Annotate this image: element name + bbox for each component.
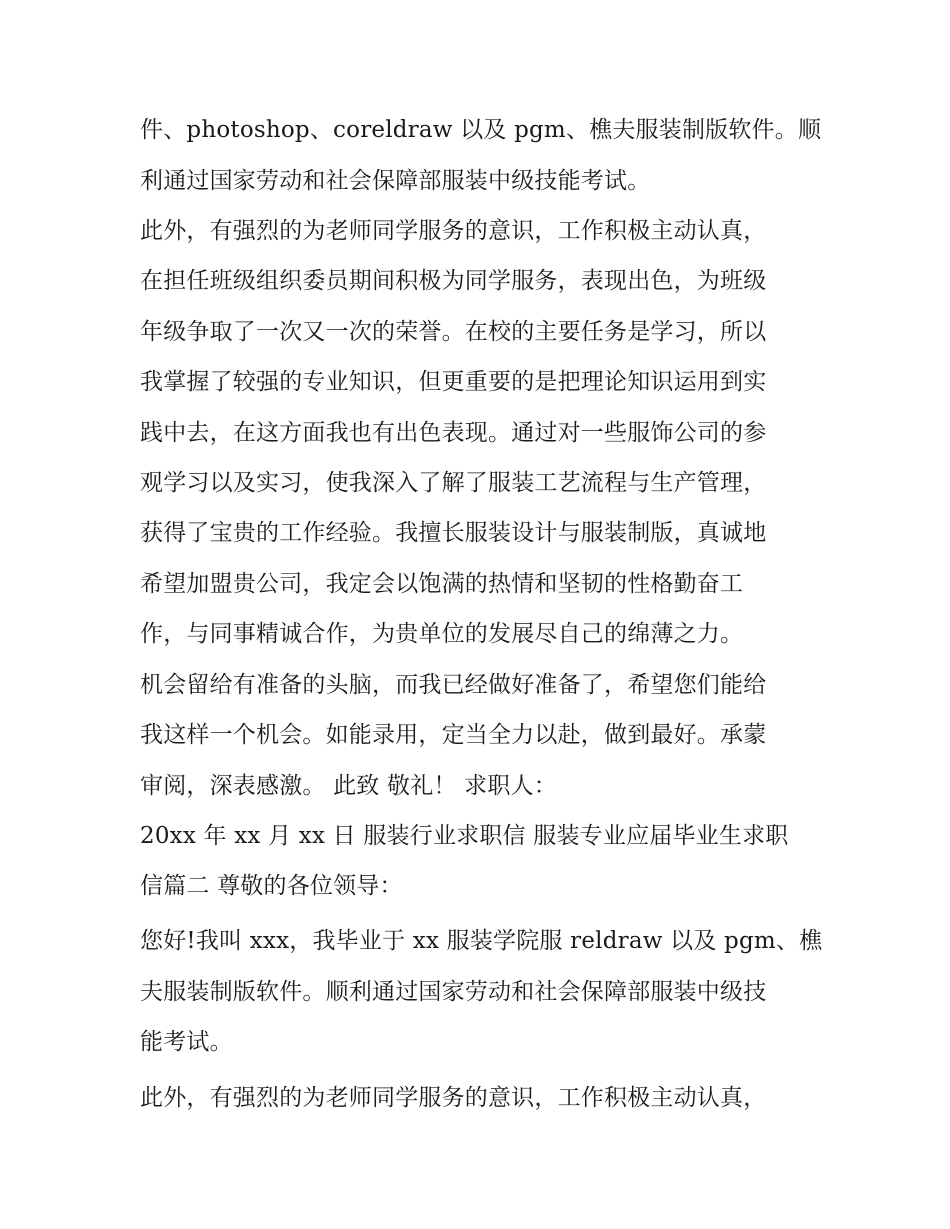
text-line: 您好!我叫 xxx，我毕业于 xx 服装学院服 reldraw 以及 pgm、樵 — [140, 928, 823, 954]
text-line: 机会留给有准备的头脑，而我已经做好准备了，希望您们能给 — [140, 672, 767, 698]
text-line: 践中去，在这方面我也有出色表现。通过对一些服饰公司的参 — [140, 420, 767, 446]
text-line: 作，与同事精诚合作，为贵单位的发展尽自己的绵薄之力。 — [140, 621, 744, 647]
text-line: 夫服装制版软件。顺利通过国家劳动和社会保障部服装中级技 — [140, 979, 767, 1005]
text-line: 观学习以及实习，使我深入了解了服装工艺流程与生产管理， — [140, 470, 767, 496]
text-line: 能考试。 — [140, 1029, 233, 1055]
text-line: 件、photoshop、coreldraw 以及 pgm、樵夫服装制版软件。顺 — [140, 117, 822, 143]
text-line: 此外，有强烈的为老师同学服务的意识，工作积极主动认真， — [140, 1085, 767, 1111]
text-line: 此外，有强烈的为老师同学服务的意识，工作积极主动认真， — [140, 218, 767, 244]
text-line: 审阅，深表感激。 此致 敬礼！ 求职人： — [140, 773, 557, 799]
text-line: 获得了宝贵的工作经验。我擅长服装设计与服装制版，真诚地 — [140, 520, 767, 546]
text-line: 我这样一个机会。如能录用，定当全力以赴，做到最好。承蒙 — [140, 722, 767, 748]
text-line: 我掌握了较强的专业知识，但更重要的是把理论知识运用到实 — [140, 369, 767, 395]
text-line: 利通过国家劳动和社会保障部服装中级技能考试。 — [140, 168, 651, 194]
text-line: 希望加盟贵公司，我定会以饱满的热情和坚韧的性格勤奋工 — [140, 571, 744, 597]
text-line: 信篇二 尊敬的各位领导： — [140, 873, 403, 899]
text-line: 20xx 年 xx 月 xx 日 服装行业求职信 服装专业应届毕业生求职 — [140, 823, 789, 849]
text-line: 在担任班级组织委员期间积极为同学服务，表现出色，为班级 — [140, 268, 767, 294]
text-line: 年级争取了一次又一次的荣誉。在校的主要任务是学习，所以 — [140, 319, 767, 345]
